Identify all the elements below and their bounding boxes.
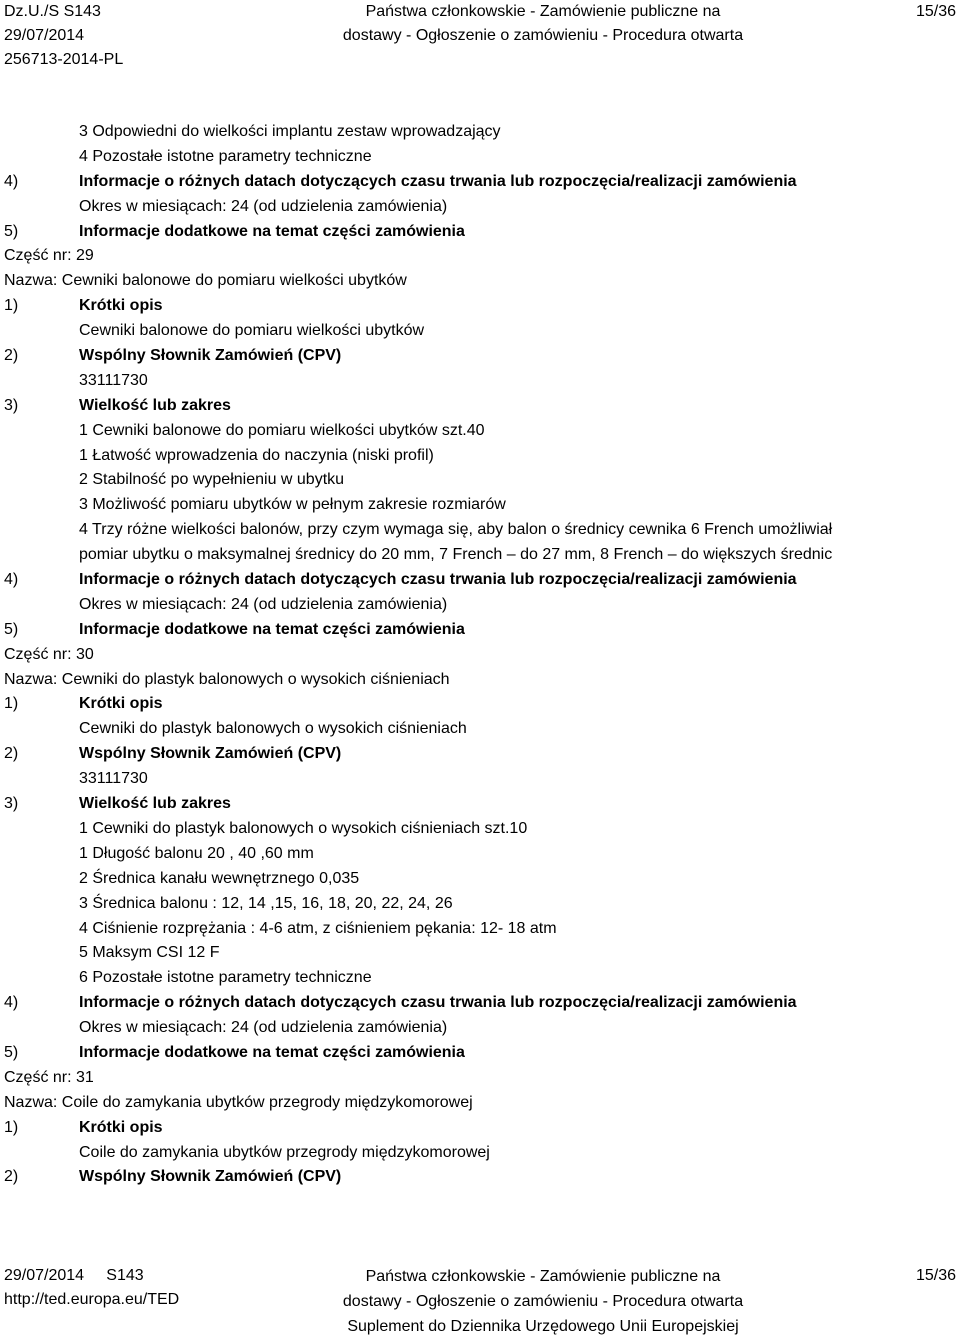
line-text: 2 Stabilność po wypełnieniu w ubytku <box>79 471 345 489</box>
publication-date: 29/07/2014 <box>4 27 85 44</box>
footer-center <box>0 1264 960 1339</box>
line-text: Nazwa: Cewniki do plastyk balonowych o wysokich ciśnieniach <box>4 670 450 688</box>
line-text: 5 Maksym CSI 12 F <box>79 944 220 962</box>
document-line <box>0 369 960 394</box>
document-line <box>0 1091 960 1116</box>
document-line <box>0 842 960 867</box>
line-text: Okres w miesiącach: 24 (od udzielenia zamówienia) <box>79 595 448 613</box>
section-heading: Krótki opis <box>79 1118 163 1136</box>
document-line <box>0 742 960 767</box>
line-text: 3 Odpowiedni do wielkości implantu zestaw wprowadzający <box>79 123 501 140</box>
line-text: Okres w miesiącach: 24 (od udzielenia zamówienia) <box>79 1019 448 1037</box>
document-line <box>0 394 960 419</box>
document-line <box>0 444 960 469</box>
line-text: 4 Ciśnienie rozprężania : 4-6 atm, z ciśnieniem pękania: 12- 18 atm <box>79 919 557 937</box>
document-line <box>0 468 960 493</box>
section-heading: Informacje dodatkowe na temat części zamówienia <box>79 1043 465 1061</box>
section-number: 5) <box>4 620 19 638</box>
footer-title-line-1: Państwa członkowskie - Zamówienie publiczne na <box>365 1268 721 1285</box>
header-title-line-2: dostawy - Ogłoszenie o zamówieniu - Procedura otwarta <box>342 27 744 44</box>
document-line <box>0 767 960 792</box>
document-line <box>0 269 960 294</box>
line-text: 33111730 <box>79 371 148 389</box>
section-heading: Informacje o różnych datach dotyczących czasu trwania lub rozpoczęcia/realizacji zamówienia <box>79 571 797 589</box>
section-number: 3) <box>4 795 19 813</box>
document-line <box>0 220 960 245</box>
document-line <box>0 867 960 892</box>
line-text: Okres w miesiącach: 24 (od udzielenia zamówienia) <box>79 197 448 215</box>
section-number: 1) <box>4 695 19 713</box>
section-heading: Krótki opis <box>79 297 163 315</box>
document-line <box>0 294 960 319</box>
document-line <box>0 941 960 966</box>
section-number: 2) <box>4 347 19 365</box>
document-line <box>0 593 960 618</box>
section-number: 5) <box>4 222 19 240</box>
document-line <box>0 568 960 593</box>
footer-date-issue: 29/07/2014 S143 <box>4 1267 144 1284</box>
line-text: Nazwa: Coile do zamykania ubytków przegrody międzykomorowej <box>4 1093 473 1111</box>
document-line <box>0 717 960 742</box>
section-heading: Wspólny Słownik Zamówień (CPV) <box>79 745 342 763</box>
line-text: 4 Pozostałe istotne parametry techniczne <box>79 147 372 165</box>
document-line <box>0 1016 960 1041</box>
section-heading: Informacje o różnych datach dotyczących czasu trwania lub rozpoczęcia/realizacji zamówienia <box>79 994 797 1012</box>
line-text: Nazwa: Cewniki balonowe do pomiaru wielkości ubytków <box>4 272 407 290</box>
section-heading: Informacje dodatkowe na temat części zamówienia <box>79 222 465 240</box>
document-line <box>0 170 960 195</box>
header-page-number: 15/36 <box>915 3 956 20</box>
line-text: 6 Pozostałe istotne parametry techniczne <box>79 969 372 987</box>
line-text: 1 Łatwość wprowadzenia do naczynia (niski profil) <box>79 446 434 464</box>
document-line <box>0 145 960 170</box>
document-line <box>0 1116 960 1141</box>
section-heading: Krótki opis <box>79 695 163 713</box>
document-line <box>0 543 960 568</box>
line-text: Coile do zamykania ubytków przegrody międzykomorowej <box>79 1143 490 1161</box>
page-footer <box>0 1264 960 1334</box>
document-line <box>0 817 960 842</box>
document-line <box>0 244 960 269</box>
line-text: Cewniki do plastyk balonowych o wysokich ciśnieniach <box>79 720 467 738</box>
document-line <box>0 892 960 917</box>
document-line <box>0 917 960 942</box>
section-number: 5) <box>4 1043 19 1061</box>
document-line <box>0 120 960 145</box>
document-line <box>0 1165 960 1190</box>
footer-page-number: 15/36 <box>915 1267 956 1284</box>
document-line <box>0 518 960 543</box>
line-text: 3 Średnica balonu : 12, 14 ,15, 16, 18, 20, 22, 24, 26 <box>79 894 453 912</box>
line-text: pomiar ubytku o maksymalnej średnicy do 20 mm, 7 French – do 27 mm, 8 French – do większych średnic <box>79 546 833 564</box>
line-text: 2 Średnica kanału wewnętrznego 0,035 <box>79 869 360 887</box>
section-number: 4) <box>4 172 19 190</box>
document-body <box>0 120 960 1190</box>
section-number: 1) <box>4 1118 19 1136</box>
line-text: Część nr: 31 <box>4 1068 94 1086</box>
document-line <box>0 195 960 220</box>
document-line <box>0 344 960 369</box>
document-line <box>0 1066 960 1091</box>
section-number: 1) <box>4 297 19 315</box>
header-title-line-1: Państwa członkowskie - Zamówienie publiczne na <box>365 3 721 20</box>
section-heading: Informacje o różnych datach dotyczących czasu trwania lub rozpoczęcia/realizacji zamówienia <box>79 172 797 190</box>
document-line <box>0 493 960 518</box>
document-line <box>0 966 960 991</box>
section-heading: Wspólny Słownik Zamówień (CPV) <box>79 347 342 365</box>
document-line <box>0 1141 960 1166</box>
document-line <box>0 419 960 444</box>
journal-reference: Dz.U./S S143 <box>4 3 101 20</box>
footer-url: http://ted.europa.eu/TED <box>4 1291 180 1308</box>
document-line <box>0 319 960 344</box>
notice-number: 256713-2014-PL <box>4 51 124 68</box>
line-text: 1 Cewniki do plastyk balonowych o wysokich ciśnieniach szt.10 <box>79 819 528 837</box>
document-line <box>0 692 960 717</box>
line-text: 1 Cewniki balonowe do pomiaru wielkości ubytków szt.40 <box>79 421 485 439</box>
section-number: 2) <box>4 745 19 763</box>
line-text: 4 Trzy różne wielkości balonów, przy czym wymaga się, aby balon o średnicy cewnika 6 French umożliwiał <box>79 521 833 539</box>
document-line <box>0 643 960 668</box>
section-heading: Wspólny Słownik Zamówień (CPV) <box>79 1168 342 1186</box>
line-text: 1 Długość balonu 20 , 40 ,60 mm <box>79 844 314 862</box>
document-line <box>0 618 960 643</box>
section-number: 4) <box>4 994 19 1012</box>
document-line <box>0 792 960 817</box>
section-heading: Wielkość lub zakres <box>79 795 231 813</box>
document-line <box>0 991 960 1016</box>
section-number: 4) <box>4 571 19 589</box>
section-number: 3) <box>4 396 19 414</box>
line-text: Cewniki balonowe do pomiaru wielkości ubytków <box>79 322 425 340</box>
section-heading: Informacje dodatkowe na temat części zamówienia <box>79 620 465 638</box>
page-header <box>0 0 960 72</box>
section-heading: Wielkość lub zakres <box>79 396 231 414</box>
section-number: 2) <box>4 1168 19 1186</box>
footer-title-line-2: dostawy - Ogłoszenie o zamówieniu - Procedura otwarta <box>342 1293 744 1310</box>
header-center <box>0 0 960 48</box>
line-text: Część nr: 29 <box>4 247 94 265</box>
line-text: Część nr: 30 <box>4 645 94 663</box>
line-text: 3 Możliwość pomiaru ubytków w pełnym zakresie rozmiarów <box>79 496 506 514</box>
footer-supplement: Suplement do Dziennika Urzędowego Unii Europejskiej <box>347 1318 739 1335</box>
document-line <box>0 668 960 693</box>
document-line <box>0 1041 960 1066</box>
line-text: 33111730 <box>79 770 148 788</box>
